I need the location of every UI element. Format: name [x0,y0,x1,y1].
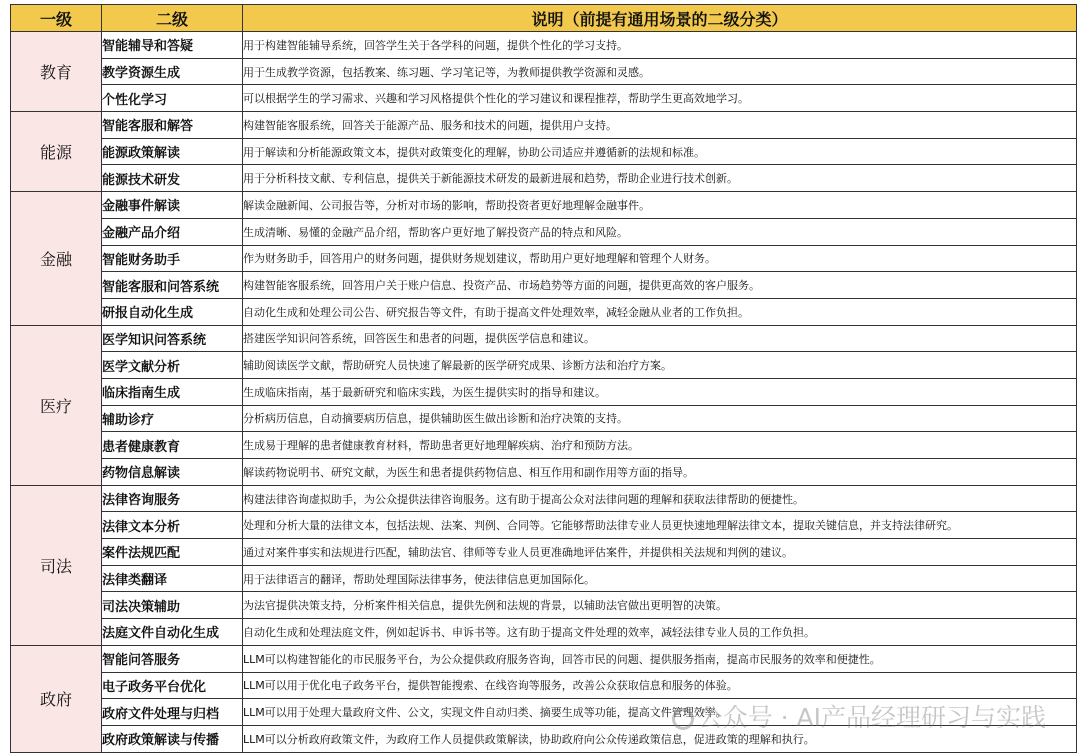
description-cell: 用于构建智能辅导系统，回答学生关于各学科的问题，提供个性化的学习支持。 [243,32,1077,59]
table-row [11,352,1077,379]
table-body [11,32,1077,753]
subcategory-cell: 智能客服和问答系统 [102,272,243,299]
scenario-table [10,4,1077,753]
table-row [11,672,1077,699]
category-cell: 医疗 [11,325,102,485]
table-row [11,592,1077,619]
table-row [11,645,1077,672]
table-row [11,459,1077,486]
table-row [11,165,1077,192]
description-cell: 用于法律语言的翻译，帮助处理国际法律事务，使法律信息更加国际化。 [243,565,1077,592]
table-row [11,378,1077,405]
category-cell: 金融 [11,192,102,325]
description-cell: 为法官提供决策支持，分析案件相关信息，提供先例和法规的背景，以辅助法官做出更明智的决策。 [243,592,1077,619]
description-cell: 搭建医学知识问答系统，回答医生和患者的问题，提供医学信息和建议。 [243,325,1077,352]
subcategory-cell: 能源政策解读 [102,138,243,165]
description-cell: 生成易于理解的患者健康教育材料，帮助患者更好地理解疾病、治疗和预防方法。 [243,432,1077,459]
subcategory-cell: 智能辅导和答疑 [102,32,243,59]
header-description: 说明（前提有通用场景的二级分类） [243,5,1077,32]
description-cell: 通过对案件事实和法规进行匹配，辅助法官、律师等专业人员更准确地评估案件，并提供相关法规和判例的建议。 [243,539,1077,566]
description-cell: 解读金融新闻、公司报告等，分析对市场的影响，帮助投资者更好地理解金融事件。 [243,192,1077,219]
description-cell: LLM可以用于处理大量政府文件、公文，实现文件自动归类、摘要生成等功能，提高文件管理效率。 [243,699,1077,726]
table-row [11,298,1077,325]
subcategory-cell: 金融事件解读 [102,192,243,219]
subcategory-cell: 医学知识问答系统 [102,325,243,352]
description-cell: LLM可以分析政府政策文件，为政府工作人员提供政策解读，协助政府向公众传递政策信息，促进政策的理解和执行。 [243,725,1077,752]
subcategory-cell: 政府政策解读与传播 [102,725,243,752]
subcategory-cell: 辅助诊疗 [102,405,243,432]
subcategory-cell: 法律咨询服务 [102,485,243,512]
table-row [11,58,1077,85]
description-cell: LLM可以构建智能化的市民服务平台，为公众提供政府服务咨询，回答市民的问题、提供服务指南，提高市民服务的效率和便捷性。 [243,645,1077,672]
table-row [11,192,1077,219]
subcategory-cell: 电子政务平台优化 [102,672,243,699]
subcategory-cell: 研报自动化生成 [102,298,243,325]
description-cell: 分析病历信息，自动摘要病历信息，提供辅助医生做出诊断和治疗决策的支持。 [243,405,1077,432]
table-row [11,565,1077,592]
description-cell: 构建法律咨询虚拟助手，为公众提供法律咨询服务。这有助于提高公众对法律问题的理解和获取法律帮助的便捷性。 [243,485,1077,512]
category-cell: 能源 [11,112,102,192]
description-cell: 用于分析科技文献、专利信息，提供关于新能源技术研发的最新进展和趋势，帮助企业进行技术创新。 [243,165,1077,192]
table-row [11,539,1077,566]
table-row [11,432,1077,459]
subcategory-cell: 个性化学习 [102,85,243,112]
table-row [11,512,1077,539]
description-cell: 解读药物说明书、研究文献，为医生和患者提供药物信息、相互作用和副作用等方面的指导。 [243,459,1077,486]
table-row [11,245,1077,272]
description-cell: 生成清晰、易懂的金融产品介绍，帮助客户更好地了解投资产品的特点和风险。 [243,218,1077,245]
subcategory-cell: 金融产品介绍 [102,218,243,245]
subcategory-cell: 医学文献分析 [102,352,243,379]
subcategory-cell: 司法决策辅助 [102,592,243,619]
category-cell: 政府 [11,645,102,752]
description-cell: 用于生成教学资源，包括教案、练习题、学习笔记等，为教师提供教学资源和灵感。 [243,58,1077,85]
description-cell: 构建智能客服系统，回答用户关于账户信息、投资产品、市场趋势等方面的问题，提供更高效的客户服务。 [243,272,1077,299]
subcategory-cell: 法律文本分析 [102,512,243,539]
table-row [11,32,1077,59]
subcategory-cell: 智能财务助手 [102,245,243,272]
description-cell: 生成临床指南，基于最新研究和临床实践，为医生提供实时的指导和建议。 [243,378,1077,405]
header-row [11,5,1077,32]
subcategory-cell: 案件法规匹配 [102,539,243,566]
category-cell: 司法 [11,485,102,645]
table-row [11,325,1077,352]
header-level2: 二级 [102,5,243,32]
description-cell: 辅助阅读医学文献，帮助研究人员快速了解最新的医学研究成果、诊断方法和治疗方案。 [243,352,1077,379]
category-cell: 教育 [11,32,102,112]
description-cell: 用于解读和分析能源政策文本，提供对政策变化的理解，协助公司适应并遵循新的法规和标准。 [243,138,1077,165]
subcategory-cell: 智能问答服务 [102,645,243,672]
subcategory-cell: 教学资源生成 [102,58,243,85]
watermark-text: 公众号 · AI产品经理研习与实践 [697,703,1046,732]
subcategory-cell: 能源技术研发 [102,165,243,192]
table-row [11,699,1077,726]
table-row [11,138,1077,165]
description-cell: 可以根据学生的学习需求、兴趣和学习风格提供个性化的学习建议和课程推荐，帮助学生更高效地学习。 [243,85,1077,112]
description-cell: 自动化生成和处理公司公告、研究报告等文件，有助于提高文件处理效率，减轻金融从业者的工作负担。 [243,298,1077,325]
subcategory-cell: 智能客服和解答 [102,112,243,139]
subcategory-cell: 药物信息解读 [102,459,243,486]
table-row [11,218,1077,245]
header-level1: 一级 [11,5,102,32]
table-row [11,405,1077,432]
description-cell: 自动化生成和处理法庭文件，例如起诉书、申诉书等。这有助于提高文件处理的效率，减轻法律专业人员的工作负担。 [243,619,1077,646]
subcategory-cell: 患者健康教育 [102,432,243,459]
description-cell: LLM可以用于优化电子政务平台，提供智能搜索、在线咨询等服务，改善公众获取信息和服务的体验。 [243,672,1077,699]
subcategory-cell: 法律类翻译 [102,565,243,592]
description-cell: 处理和分析大量的法律文本，包括法规、法案、判例、合同等。它能够帮助法律专业人员更快速地理解法律文本，提取关键信息，并支持法律研究。 [243,512,1077,539]
table-row [11,112,1077,139]
subcategory-cell: 临床指南生成 [102,378,243,405]
table-row [11,485,1077,512]
description-cell: 作为财务助手，回答用户的财务问题，提供财务规划建议，帮助用户更好地理解和管理个人财务。 [243,245,1077,272]
table-row [11,619,1077,646]
subcategory-cell: 法庭文件自动化生成 [102,619,243,646]
subcategory-cell: 政府文件处理与归档 [102,699,243,726]
table-row [11,725,1077,752]
table-row [11,272,1077,299]
table-row [11,85,1077,112]
description-cell: 构建智能客服系统，回答关于能源产品、服务和技术的问题，提供用户支持。 [243,112,1077,139]
